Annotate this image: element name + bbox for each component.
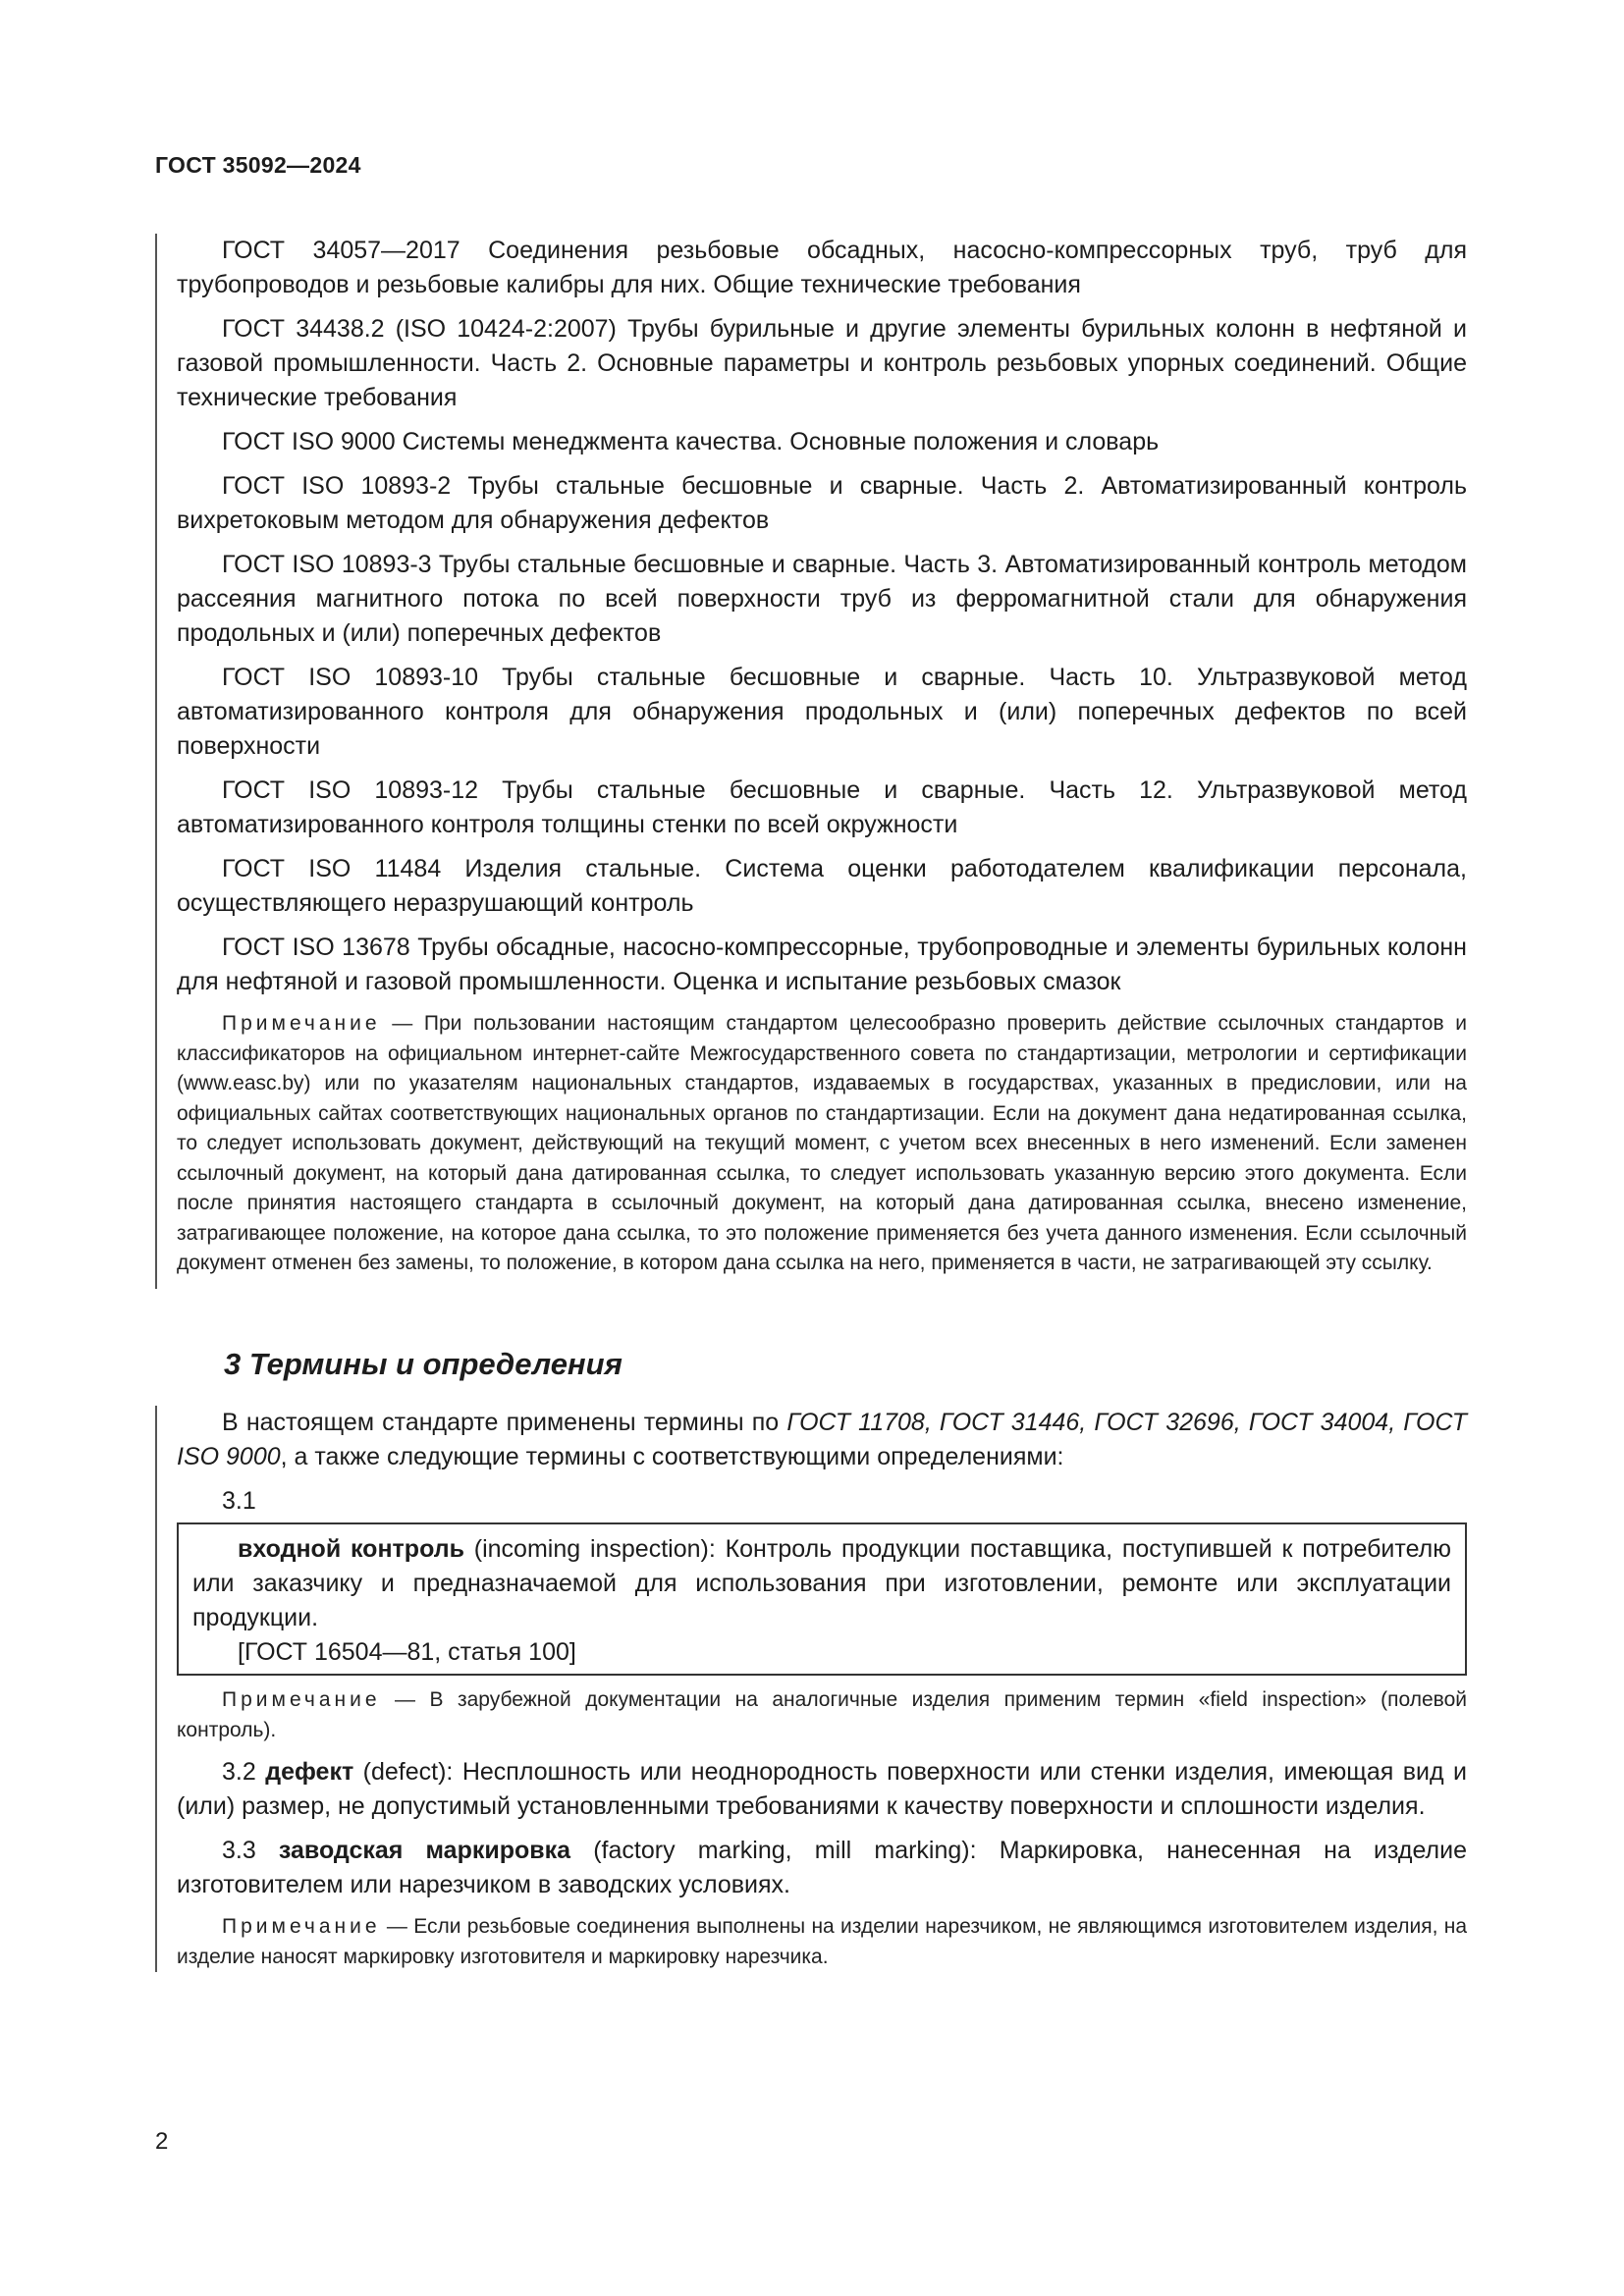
reference-item: ГОСТ ISO 10893-3 Трубы стальные бесшовные и сварные. Часть 3. Автоматизированный контроль методом рассеяния магнитного потока по всей поверхности труб из ферромагнитной стали для обнаружения продольных и (или) поперечных дефектов	[177, 551, 1467, 647]
term-definition	[192, 1532, 1451, 1635]
normative-references	[155, 234, 1467, 1289]
reference-item: ГОСТ ISO 10893-2 Трубы стальные бесшовные и сварные. Часть 2. Автоматизированный контроль вихретоковым методом для обнаружения дефектов	[177, 472, 1467, 534]
reference-item: ГОСТ ISO 10893-12 Трубы стальные бесшовные и сварные. Часть 12. Ультразвуковой метод автоматизированного контроля толщины стенки по всей окружности	[177, 776, 1467, 838]
term-number: 3.1	[222, 1487, 256, 1515]
intro-references: ГОСТ 11708, ГОСТ 31446, ГОСТ 32696, ГОСТ 34004, ГОСТ ISO 9000	[177, 1409, 1467, 1470]
note-label: Примечание	[222, 1012, 381, 1035]
note-text: — В зарубежной документации на аналогичные изделия применим термин «field inspection» (полевой контроль).	[177, 1688, 1467, 1741]
document-code: ГОСТ 35092—2024	[155, 152, 361, 178]
term-source: [ГОСТ 16504—81, статья 100]	[238, 1638, 576, 1666]
term-number: 3.3	[222, 1837, 279, 1864]
intro-text: В настоящем стандарте применены термины по	[222, 1409, 787, 1436]
term-definition-text: (defect): Несплошность или неоднородность поверхности или стенки изделия, имеющая вид и (или) размер, не допустимый установленными требованиями к качеству поверхности и сплошности изделия.	[177, 1758, 1467, 1820]
term-name: заводская маркировка	[278, 1837, 571, 1864]
term-definition-text: (incoming inspection): Контроль продукции поставщика, поступившей к потребителю или заказчику и предназначаемой для использования при изготовлении, ремонте или эксплуатации продукции.	[192, 1535, 1451, 1631]
term-number: 3.2	[222, 1758, 266, 1786]
reference-item: ГОСТ ISO 10893-10 Трубы стальные бесшовные и сварные. Часть 10. Ультразвуковой метод автоматизированного контроля для обнаружения продольных и (или) поперечных дефектов по всей поверхности	[177, 664, 1467, 760]
term-definition	[177, 1755, 1467, 1824]
reference-item: ГОСТ ISO 13678 Трубы обсадные, насосно-компрессорные, трубопроводные и элементы бурильных колонн для нефтяной и газовой промышленности. Оценка и испытание резьбовых смазок	[177, 934, 1467, 995]
section-heading: 3 Термины и определения	[224, 1347, 623, 1381]
reference-item: ГОСТ ISO 11484 Изделия стальные. Система оценки работодателем квалификации персонала, осуществляющего неразрушающий контроль	[177, 855, 1467, 917]
term-box	[177, 1522, 1467, 1676]
term-definition-text: (factory marking, mill marking): Маркировка, нанесенная на изделие изготовителем или нарезчиком в заводских условиях.	[177, 1837, 1468, 1898]
reference-item: ГОСТ 34057—2017 Соединения резьбовые обсадных, насосно-компрессорных труб, труб для трубопроводов и резьбовые калибры для них. Общие технические требования	[177, 237, 1467, 298]
note-label: Примечание	[222, 1688, 381, 1711]
term-note	[177, 1685, 1467, 1745]
intro-text-end: , а также следующие термины с соответствующими определениями:	[280, 1443, 1064, 1470]
reference-item: ГОСТ 34438.2 (ISO 10424-2:2007) Трубы бурильные и другие элементы бурильных колонн в нефтяной и газовой промышленности. Часть 2. Основные параметры и контроль резьбовых упорных соединений. Общие технические требования	[177, 315, 1467, 411]
term-name: дефект	[265, 1758, 354, 1786]
note-label: Примечание	[222, 1915, 381, 1938]
note-text: — При пользовании настоящим стандартом целесообразно проверить действие ссылочных стандартов и классификаторов на официальном интернет-сайте Межгосударственного совета по стандартизации, метрологии и сертификации (www.easc.by) или по указателям национальных стандартов, издаваемых в государствах, указанных в предисловии, или на официальных сайтах соответствующих национальных органов по стандартизации. Если на документ дана недатированная ссылка, то следует использовать документ, действующий на текущий момент, с учетом всех внесенных в него изменений. Если заменен ссылочный документ, на который дана датированная ссылка, то следует использовать указанную версию этого документа. Если после принятия настоящего стандарта в ссылочный документ, на который дана датированная ссылка, внесено изменение, затрагивающее положение, на которое дана ссылка, то это положение применяется без учета данного изменения. Если ссылочный документ отменен без замены, то положение, в котором дана ссылка на него, применяется в части, не затрагивающей эту ссылку.	[177, 1012, 1467, 1274]
note-text: — Если резьбовые соединения выполнены на изделии нарезчиком, не являющимся изготовителем изделия, на изделие наносят маркировку изготовителя и маркировку нарезчика.	[177, 1915, 1467, 1968]
term-name: входной контроль	[238, 1535, 464, 1563]
reference-item: ГОСТ ISO 9000 Системы менеджмента качества. Основные положения и словарь	[222, 428, 1160, 455]
terms-section	[155, 1406, 1467, 1972]
terms-intro	[177, 1406, 1467, 1474]
term-definition	[177, 1834, 1467, 1902]
references-note	[177, 1009, 1467, 1279]
page-number: 2	[155, 2128, 169, 2155]
term-note	[177, 1912, 1467, 1972]
